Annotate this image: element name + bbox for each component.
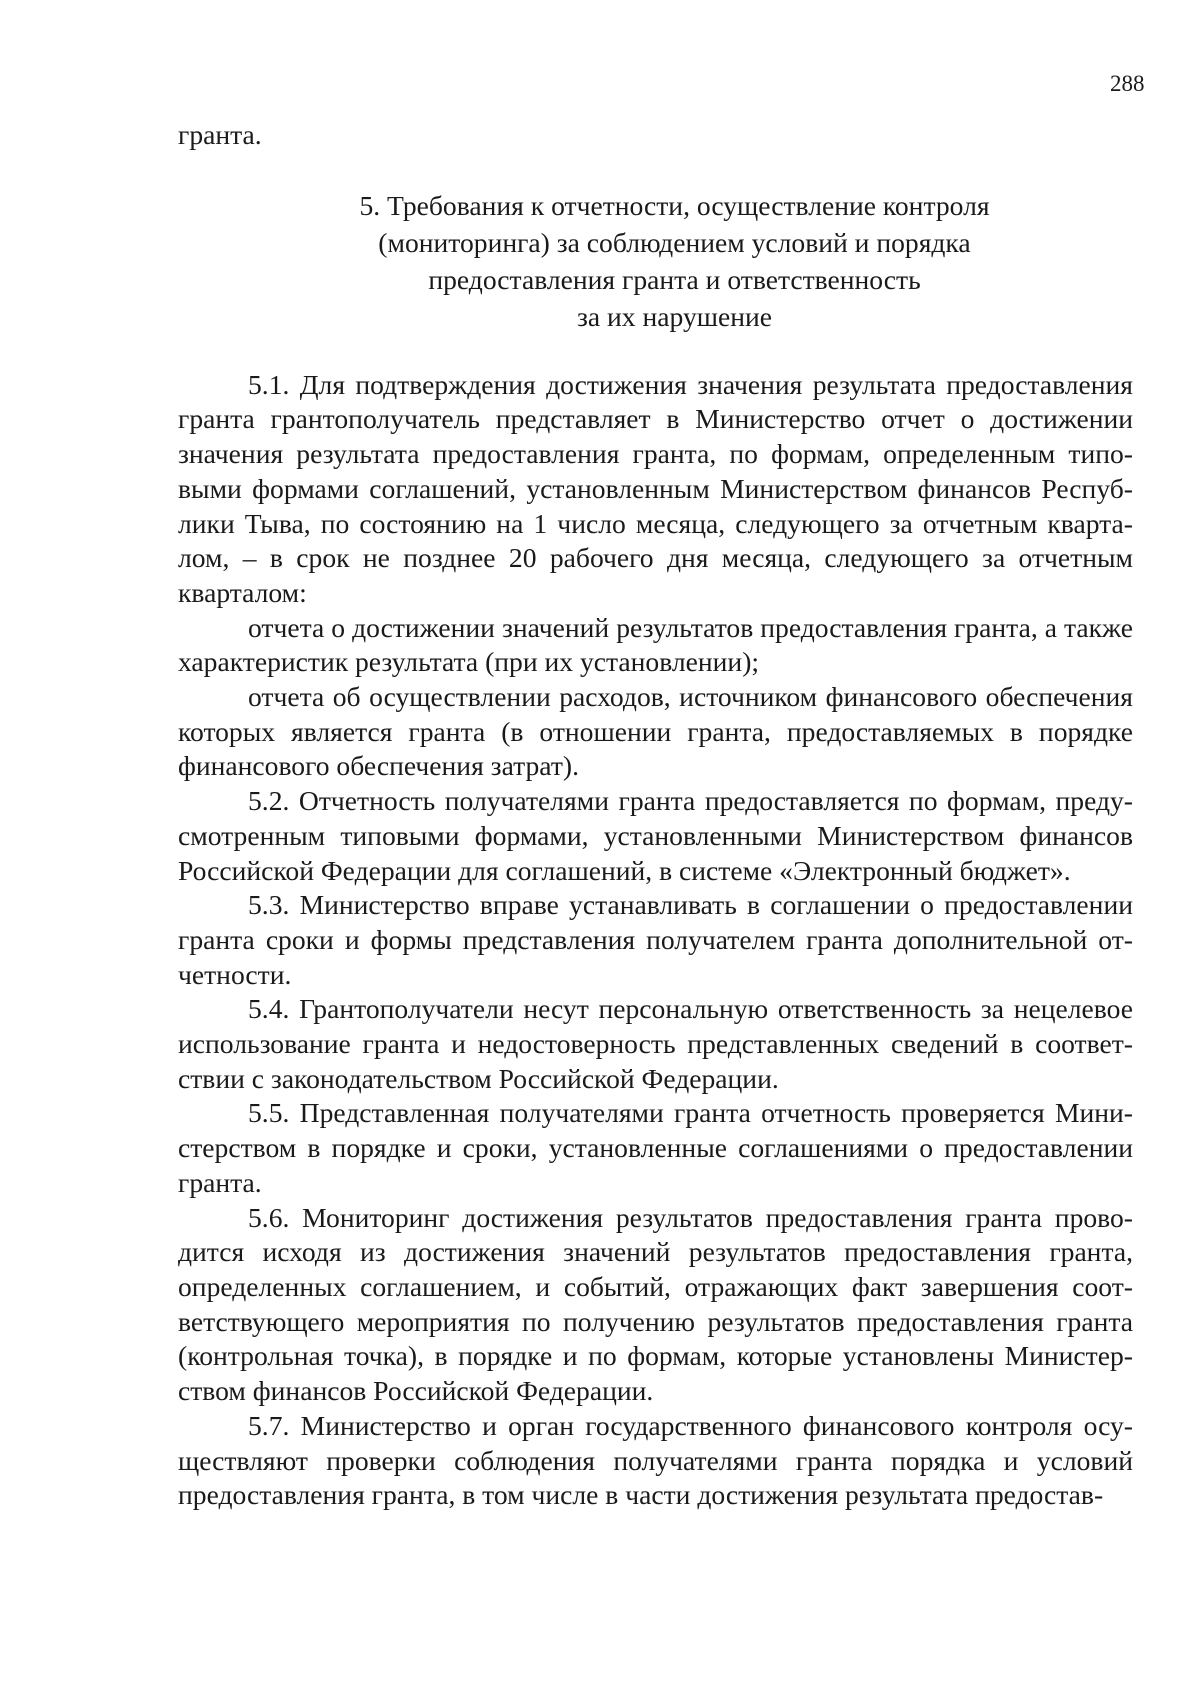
paragraph-5-7: 5.7. Министерство и орган государственного финансового контроля осуществляют проверки соблюдения получателями гранта порядка и условий предоставления гранта, в том числе в части достижения результата предостав- (178, 1409, 1133, 1511)
section-heading (178, 187, 1133, 335)
paragraph-5-4: 5.4. Грантополучатели несут персональную ответственность за нецелевое использование гранта и недостоверность представленных сведений в соответствии с законодательством Российской Федерации. (178, 993, 1133, 1094)
paragraph-5-5: 5.5. Представленная получателями гранта отчетность проверяется Министерством в порядке и сроки, установленные соглашениями о предоставлении гранта. (178, 1097, 1133, 1198)
section-heading-line: 5. Требования к отчетности, осуществление контроля (359, 189, 990, 221)
paragraph-5-2: 5.2. Отчетность получателями гранта предоставляется по формам, предусмотренным типовыми формами, установленными Министерством финансов Российской Федерации для соглашений, в системе «Электронный бюджет». (178, 785, 1133, 886)
section-heading-line: предоставления гранта и ответственность (428, 263, 921, 295)
paragraph-5-1-item-report-expenses: отчета об осуществлении расходов, источником финансового обеспечения которых является гранта (в отношении гранта, предоставляемых в порядке финансового обеспечения затрат). (178, 681, 1133, 782)
document-body (178, 118, 1133, 1513)
paragraph-5-1: 5.1. Для подтверждения достижения значения результата предоставления гранта грантополучатель представляет в Министерство отчет о достижении значения результата предоставления гранта, по формам, определенным типовыми формами соглашений, установленным Министерством финансов Республики Тыва, по состоянию на 1 число месяца, следующего за отчетным кварталом, – в срок не позднее 20 рабочего дня месяца, следующего за отчетным кварталом: (178, 368, 1133, 608)
continuation-text: гранта. (178, 119, 262, 150)
page-number: 288 (1110, 71, 1145, 96)
paragraph-5-6: 5.6. Мониторинг достижения результатов предоставления гранта проводится исходя из достижения значений результатов предоставления гранта, определенных соглашением, и событий, отражающих факт завершения соответствующего мероприятия по получению результатов предоставления гранта (контрольная точка), в порядке и по формам, которые установлены Министерством финансов Российской Федерации. (178, 1201, 1133, 1407)
section-heading-line: (мониторинга) за соблюдением условий и порядка (378, 226, 971, 258)
paragraph-5-1-item-report-results: отчета о достижении значений результатов предоставления гранта, а также характеристик результата (при их установлении); (178, 611, 1133, 678)
section-heading-line: за их нарушение (576, 300, 773, 332)
paragraph-5-3: 5.3. Министерство вправе устанавливать в соглашении о предоставлении гранта сроки и формы представления получателем гранта дополнительной отчетности. (178, 889, 1133, 990)
